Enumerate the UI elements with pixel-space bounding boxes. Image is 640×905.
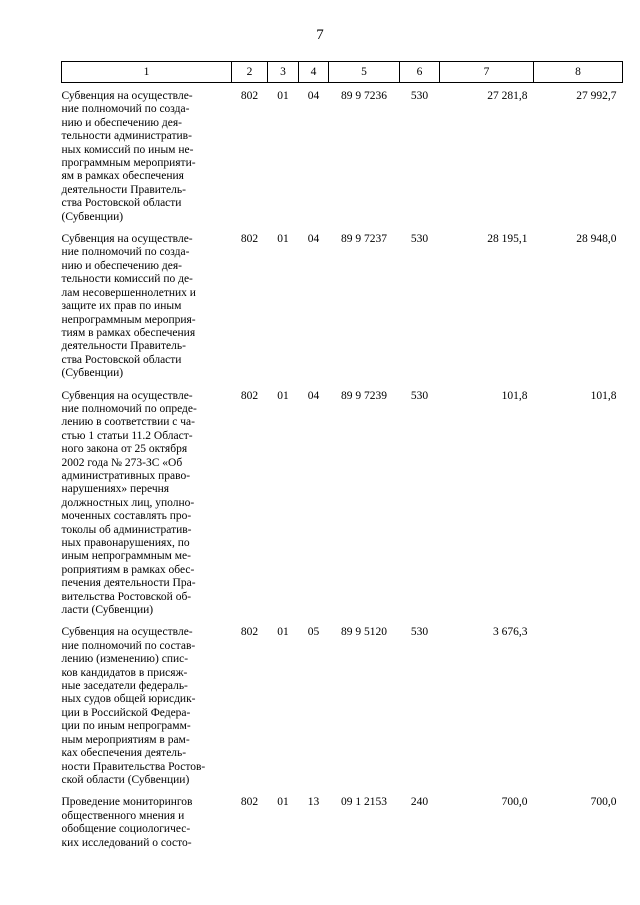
row-description: Проведение мониторингов общественного мнения и обобщение социологичес- ких исследований о состо- bbox=[61, 796, 193, 849]
table-row bbox=[62, 383, 623, 620]
cell-target-code: 89 9 7237 bbox=[341, 233, 387, 246]
cell-expense-type: 530 bbox=[410, 626, 429, 639]
cell-amount-year2: 28 948,0 bbox=[576, 233, 617, 246]
column-header: 8 bbox=[534, 62, 623, 83]
cell-expense-type: 530 bbox=[410, 90, 429, 102]
column-header: 2 bbox=[232, 62, 268, 83]
table-header-row bbox=[62, 62, 623, 83]
cell-ministry-code: 802 bbox=[240, 626, 259, 639]
column-header: 3 bbox=[268, 62, 299, 83]
cell-target-code: 09 1 2153 bbox=[341, 796, 387, 809]
column-header: 7 bbox=[440, 62, 534, 83]
cell-target-code: 89 9 7239 bbox=[341, 389, 387, 402]
column-header: 4 bbox=[299, 62, 329, 83]
cell-subsection-code: 04 bbox=[307, 90, 320, 102]
cell-expense-type: 530 bbox=[410, 233, 429, 246]
row-description: Субвенция на осуществле- ние полномочий по состав- лению (изменению) спис- ков кандидатов в присяж- ные заседатели федераль- ных судов общей юрисдик- ции в Российской Федера- ции по иным непрограмм- ным мероприятиям в рам- ках обеспечения деятель- ности Правительства Ростов- ской области (Субвенции) bbox=[61, 626, 206, 786]
cell-amount-year1: 101,8 bbox=[501, 389, 528, 402]
page-number: 7 bbox=[316, 27, 324, 43]
cell-ministry-code: 802 bbox=[240, 389, 259, 402]
budget-table bbox=[61, 61, 623, 852]
cell-amount-year1: 700,0 bbox=[501, 796, 528, 809]
cell-amount-year2 bbox=[534, 619, 623, 789]
cell-subsection-code: 04 bbox=[307, 233, 320, 246]
cell-subsection-code: 04 bbox=[307, 389, 320, 402]
row-description: Субвенция на осуществле- ние полномочий по созда- нию и обеспечению дея- тельности административ- ных комиссий по иным не- программным мероприяти- ям в рамках обеспечения деятельности Правитель- ства Ростовской области (Субвенции) bbox=[61, 90, 196, 223]
cell-amount-year2: 700,0 bbox=[590, 796, 617, 809]
cell-ministry-code: 802 bbox=[240, 796, 259, 809]
cell-amount-year1: 3 676,3 bbox=[493, 626, 528, 639]
cell-amount-year1: 27 281,8 bbox=[487, 90, 528, 102]
cell-expense-type: 240 bbox=[410, 796, 429, 809]
cell-target-code: 89 9 7236 bbox=[341, 90, 387, 102]
cell-amount-year2: 101,8 bbox=[590, 389, 617, 402]
cell-amount-year1: 28 195,1 bbox=[487, 233, 528, 246]
cell-section-code: 01 bbox=[277, 626, 289, 639]
column-header: 5 bbox=[329, 62, 400, 83]
row-description: Субвенция на осуществле- ние полномочий по опреде- лению в соответствии с ча- стью 1 статьи 11.2 Област- ного закона от 25 октября 2002 года № 273-ЗС «Об административных право- нарушениях» перечня должностных лиц, уполно- моченных составлять про- токолы об административ- ных правонарушениях, по иным непрограммным ме- роприятиям в рамках обес- печения деятельности Пра- вительства Ростовской об- ласти (Субвенции) bbox=[61, 389, 197, 617]
cell-target-code: 89 9 5120 bbox=[341, 626, 387, 639]
cell-ministry-code: 802 bbox=[240, 90, 259, 102]
cell-subsection-code: 05 bbox=[307, 626, 320, 639]
row-description: Субвенция на осуществле- ние полномочий по созда- нию и обеспечению дея- тельности комиссий по де- лам несовершеннолетних и защите их прав по иным непрограммным мероприя- тиям в рамках обеспечения деятельности Правитель- ства Ростовской области (Субвенции) bbox=[61, 233, 196, 380]
cell-section-code: 01 bbox=[277, 796, 289, 809]
cell-section-code: 01 bbox=[277, 389, 289, 402]
table-row bbox=[62, 619, 623, 789]
cell-section-code: 01 bbox=[277, 233, 289, 246]
table-row bbox=[62, 226, 623, 382]
cell-amount-year2: 27 992,7 bbox=[576, 90, 617, 102]
table-row bbox=[62, 789, 623, 852]
column-header: 6 bbox=[400, 62, 440, 83]
cell-expense-type: 530 bbox=[410, 389, 429, 402]
cell-ministry-code: 802 bbox=[240, 233, 259, 246]
cell-section-code: 01 bbox=[277, 90, 289, 102]
column-header: 1 bbox=[62, 62, 232, 83]
cell-subsection-code: 13 bbox=[307, 796, 320, 809]
table-row bbox=[62, 83, 623, 227]
